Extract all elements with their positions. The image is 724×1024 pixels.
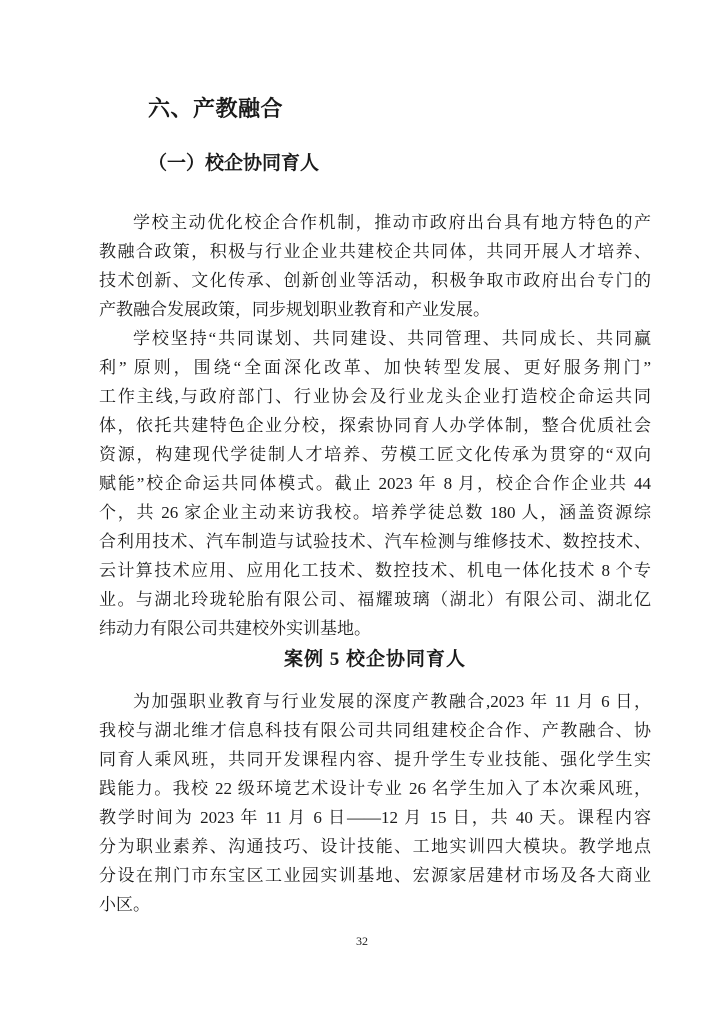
text-line: 教学时间为 2023 年 11 月 6 日——12 月 15 日，共 40 天。课程内容 bbox=[99, 808, 651, 827]
page-content bbox=[99, 0, 651, 919]
body-paragraph bbox=[99, 208, 651, 324]
body-paragraph bbox=[99, 324, 651, 643]
text-line: 业。与湖北玲珑轮胎有限公司、福耀玻璃（湖北）有限公司、湖北亿 bbox=[99, 590, 651, 609]
text-line: 学校主动优化校企合作机制，推动市政府出台具有地方特色的产 bbox=[133, 213, 651, 232]
subsection-heading: （一）校企协同育人 bbox=[148, 153, 320, 174]
text-line: 我校与湖北维才信息科技有限公司共同组建校企合作、产教融合、协 bbox=[99, 721, 651, 740]
text-line: 学校坚持“共同谋划、共同建设、共同管理、共同成长、共同赢 bbox=[133, 329, 651, 348]
text-line: 纬动力有限公司共建校外实训基地。 bbox=[99, 619, 371, 638]
text-line: 产教融合发展政策，同步规划职业教育和产业发展。 bbox=[99, 300, 490, 319]
case-heading: 案例 5 校企协同育人 bbox=[283, 649, 466, 670]
text-line: 工作主线,与政府部门、行业协会及行业龙头企业打造校企命运共同 bbox=[99, 387, 651, 406]
text-line: 教融合政策，积极与行业企业共建校企共同体，共同开展人才培养、 bbox=[99, 242, 651, 261]
text-line: 资源，构建现代学徒制人才培养、劳模工匠文化传承为贯穿的“双向 bbox=[99, 445, 651, 464]
case-paragraph bbox=[99, 687, 651, 919]
text-line: 小区。 bbox=[99, 895, 150, 914]
section-heading: 六、产教融合 bbox=[148, 96, 284, 121]
text-line: 为加强职业教育与行业发展的深度产教融合,2023 年 11 月 6 日， bbox=[133, 692, 651, 711]
text-line: 个，共 26 家企业主动来访我校。培养学徒总数 180 人，涵盖资源综 bbox=[99, 503, 651, 522]
text-line: 赋能”校企命运共同体模式。截止 2023 年 8 月，校企合作企业共 44 bbox=[99, 474, 651, 493]
text-line: 分设在荆门市东宝区工业园实训基地、宏源家居建材市场及各大商业 bbox=[99, 866, 651, 885]
text-line: 践能力。我校 22 级环境艺术设计专业 26 名学生加入了本次乘风班， bbox=[99, 779, 651, 798]
text-line: 云计算技术应用、应用化工技术、数控技术、机电一体化技术 8 个专 bbox=[99, 561, 651, 580]
text-line: 同育人乘风班，共同开发课程内容、提升学生专业技能、强化学生实 bbox=[99, 750, 651, 769]
text-line: 分为职业素养、沟通技巧、设计技能、工地实训四大模块。教学地点 bbox=[99, 837, 651, 856]
text-line: 合利用技术、汽车制造与试验技术、汽车检测与维修技术、数控技术、 bbox=[99, 532, 651, 551]
page-number: 32 bbox=[356, 934, 368, 948]
text-line: 体，依托共建特色企业分校，探索协同育人办学体制，整合优质社会 bbox=[99, 416, 651, 435]
text-line: 技术创新、文化传承、创新创业等活动，积极争取市政府出台专门的 bbox=[99, 271, 651, 290]
text-line: 利” 原则，围绕“全面深化改革、加快转型发展、更好服务荆门” bbox=[99, 358, 651, 377]
